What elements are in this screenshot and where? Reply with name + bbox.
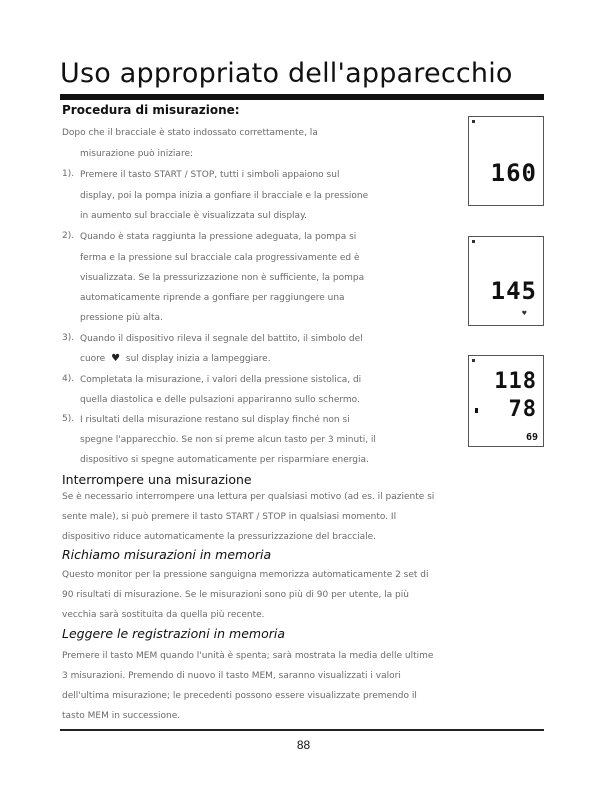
heart-icon: ♥ (111, 353, 121, 364)
step-line: Premere il tasto START / STOP, tutti i simboli appaiono sul (80, 170, 340, 180)
step-line: in aumento sul bracciale è visualizzata sul display. (80, 211, 307, 221)
lcd-display-deflating (468, 236, 544, 326)
memory-recall-line: 90 risultati di misurazione. Se le misurazioni sono più di 90 per utente, la più (62, 590, 409, 600)
step-line: ferma e la pressione sul bracciale cala progressivamente ed è (80, 253, 360, 263)
step-line: Completata la misurazione, i valori della pressione sistolica, di (80, 375, 362, 385)
memory-recall-line: Questo monitor per la pressione sanguigna memorizza automaticamente 2 set di (62, 570, 429, 580)
memory-read-line: Premere il tasto MEM quando l'unità è spenta; sarà mostrata la media delle ultime (62, 651, 434, 661)
step-line: quella diastolica e delle pulsazioni appariranno sullo schermo. (80, 395, 360, 405)
memory-read-line: 3 misurazioni. Premendo di nuovo il tasto MEM, saranno visualizzati i valori (62, 671, 401, 681)
step-number: 4). (62, 374, 75, 384)
lcd-display-result (468, 355, 544, 447)
step-line: I risultati della misurazione restano sul display finché non si (80, 415, 350, 425)
page-number: 88 (296, 738, 311, 752)
step-number: 5). (62, 414, 75, 424)
lcd-pulse-value: 69 (525, 432, 538, 443)
footer-rule (60, 729, 544, 731)
procedure-intro-line: misurazione può iniziare: (80, 149, 194, 159)
lcd-systolic-value: 118 (494, 369, 537, 394)
step-line-part: cuore (80, 354, 106, 364)
memory-read-heading: Leggere le registrazioni in memoria (62, 626, 285, 641)
lcd-pressure-value: 145 (490, 277, 537, 305)
memory-read-line: dell'ultima misurazione; le precedenti possono essere visualizzate premendo il (62, 691, 417, 701)
step-line: automaticamente riprende a gonfiare per raggiungere una (80, 293, 345, 303)
interrupt-heading: Interrompere una misurazione (62, 472, 252, 487)
step-line-with-icon (80, 353, 271, 365)
lcd-display-inflating (468, 116, 544, 206)
interrupt-line: dispositivo riduce automaticamente la pressurizzazione del bracciale. (62, 532, 377, 542)
step-line: Quando è stata raggiunta la pressione adeguata, la pompa si (80, 232, 357, 242)
lcd-indicator-bar (475, 408, 478, 413)
step-line: display, poi la pompa inizia a gonfiare il bracciale e la pressione (80, 191, 369, 201)
memory-read-line: tasto MEM in successione. (62, 711, 181, 721)
title-rule (60, 94, 544, 100)
step-line: spegne l'apparecchio. Se non si preme alcun tasto per 3 minuti, il (80, 435, 376, 445)
step-number: 2). (62, 231, 75, 241)
lcd-status-row (472, 239, 540, 245)
page-title: Uso appropriato dell'apparecchio (60, 58, 513, 89)
procedure-intro-line: Dopo che il bracciale è stato indossato correttamente, la (62, 128, 318, 138)
step-line: pressione più alta. (80, 313, 163, 323)
step-number: 3). (62, 333, 75, 343)
lcd-diastolic-value: 78 (508, 397, 537, 422)
lcd-status-row (472, 358, 540, 364)
step-number: 1). (62, 169, 75, 179)
memory-recall-line: vecchia sarà sostituita da quella più recente. (62, 610, 265, 620)
lcd-status-row (472, 119, 540, 125)
step-line-part: sul display inizia a lampeggiare. (125, 354, 271, 364)
step-line: dispositivo si spegne automaticamente per risparmiare energia. (80, 455, 369, 465)
step-line: visualizzata. Se la pressurizzazione non è sufficiente, la pompa (80, 273, 365, 283)
interrupt-line: Se è necessario interrompere una lettura per qualsiasi motivo (ad es. il paziente si (62, 492, 435, 502)
procedure-heading: Procedura di misurazione: (62, 103, 240, 117)
interrupt-line: sente male), si può premere il tasto START / STOP in qualsiasi momento. Il (62, 512, 397, 522)
lcd-pressure-value: 160 (490, 159, 537, 187)
step-line: Quando il dispositivo rileva il segnale del battito, il simbolo del (80, 334, 363, 344)
memory-recall-heading: Richiamo misurazioni in memoria (62, 547, 272, 562)
heart-icon: ♥ (521, 310, 527, 317)
